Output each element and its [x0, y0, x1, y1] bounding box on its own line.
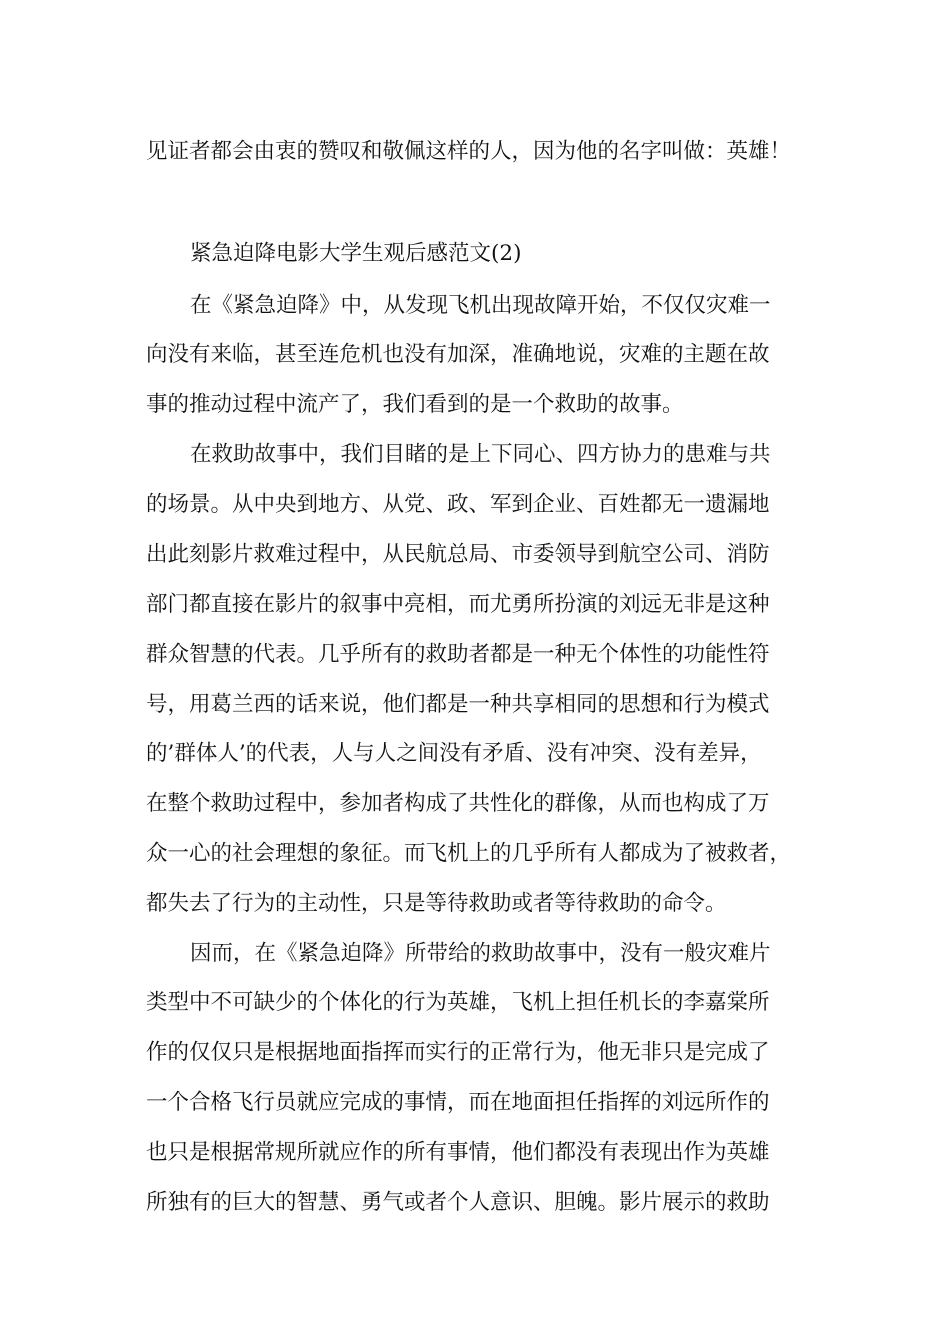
paragraph-line: 的’群体人’的代表，人与人之间没有矛盾、没有冲突、没有差异，: [146, 741, 762, 766]
paragraph-line: 都失去了行为的主动性，只是等待救助或者等待救助的命令。: [146, 891, 727, 916]
paragraph-line: 众一心的社会理想的象征。而飞机上的几乎所有人都成为了被救者，: [146, 841, 792, 866]
section-heading: 紧急迫降电影大学生观后感范文(2): [190, 241, 522, 266]
paragraph-line: 所独有的巨大的智慧、勇气或者个人意识、胆魄。影片展示的救助: [146, 1190, 770, 1215]
paragraph-line: 在救助故事中，我们目睹的是上下同心、四方协力的患难与共: [190, 442, 771, 467]
paragraph-line: 一个合格飞行员就应完成的事情，而在地面担任指挥的刘远所作的: [146, 1090, 770, 1115]
paragraph-line: 部门都直接在影片的叙事中亮相，而尤勇所扮演的刘远无非是这种: [146, 592, 770, 617]
paragraph-line: 群众智慧的代表。几乎所有的救助者都是一种无个体性的功能性符: [146, 642, 770, 667]
paragraph-line: 也只是根据常规所就应作的所有事情，他们都没有表现出作为英雄: [146, 1140, 770, 1165]
paragraph-line: 在《紧急迫降》中，从发现飞机出现故障开始，不仅仅灾难一: [190, 293, 771, 318]
paragraph-line: 类型中不可缺少的个体化的行为英雄，飞机上担任机长的李嘉棠所: [146, 990, 770, 1015]
paragraph-line: 在整个救助过程中，参加者构成了共性化的群像，从而也构成了万: [146, 791, 770, 816]
paragraph-line: 见证者都会由衷的赞叹和敬佩这样的人，因为他的名字叫做：英雄！: [146, 139, 792, 164]
paragraph-line: 因而，在《紧急迫降》所带给的救助故事中，没有一般灾难片: [190, 941, 771, 966]
paragraph-line: 号，用葛兰西的话来说，他们都是一种共享相同的思想和行为模式: [146, 692, 770, 717]
paragraph-line: 的场景。从中央到地方、从党、政、军到企业、百姓都无一遗漏地: [146, 492, 770, 517]
paragraph-line: 向没有来临，甚至连危机也没有加深，准确地说，灾难的主题在故: [146, 342, 770, 367]
paragraph-line: 作的仅仅只是根据地面指挥而实行的正常行为，他无非只是完成了: [146, 1040, 770, 1065]
paragraph-line: 出此刻影片救难过程中，从民航总局、市委领导到航空公司、消防: [146, 542, 770, 567]
paragraph-line: 事的推动过程中流产了，我们看到的是一个救助的故事。: [146, 392, 684, 417]
